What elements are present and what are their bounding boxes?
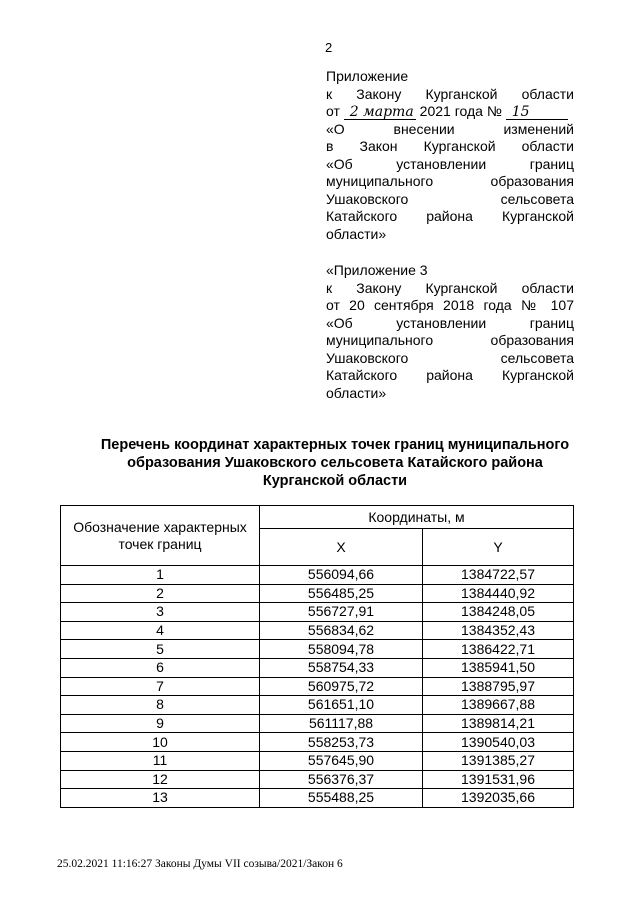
annex-line: Ушаковского сельсовета	[326, 190, 574, 207]
y-coordinate-cell: 1384352,43	[423, 621, 574, 640]
coordinates-table	[60, 505, 574, 808]
annex-line: «Приложение 3	[326, 262, 428, 278]
table-row	[61, 714, 574, 733]
point-number-cell: 8	[61, 696, 260, 715]
annex-line: от 20 сентября 2018 года № 107	[326, 297, 574, 313]
annex-line: «О внесении изменений	[326, 120, 574, 137]
title-line: Перечень координат характерных точек границ муниципального	[100, 437, 570, 453]
footer-stamp: 25.02.2021 11:16:27 Законы Думы VII созыва/2021/Закон 6	[57, 858, 343, 870]
y-coordinate-cell: 1392035,66	[423, 789, 574, 808]
page-number: 2	[325, 40, 333, 55]
x-coordinate-cell: 556376,37	[260, 770, 423, 789]
annex-line: к Закону Курганской области	[326, 85, 574, 102]
point-number-cell: 1	[61, 566, 260, 585]
annex-line: области»	[326, 384, 387, 401]
annex-line: муниципального образования	[326, 173, 574, 189]
y-coordinate-cell: 1391385,27	[423, 751, 574, 770]
point-number-cell: 12	[61, 770, 260, 789]
table-row	[61, 603, 574, 622]
point-number-cell: 5	[61, 640, 260, 659]
point-designation-header: Обозначение характерных точек границ	[61, 506, 260, 566]
x-coordinate-cell: 558094,78	[260, 640, 423, 659]
annex-line: Катайского района Курганской	[326, 367, 574, 383]
y-coordinate-cell: 1390540,03	[423, 733, 574, 752]
annex-block	[326, 68, 574, 243]
table-row	[61, 733, 574, 752]
x-coordinate-cell: 558253,73	[260, 733, 423, 752]
point-number-cell: 10	[61, 733, 260, 752]
y-coordinate-cell: 1389667,88	[423, 696, 574, 715]
handwritten-number: 15	[506, 105, 568, 120]
annex-line: «Об установлении границ	[326, 314, 574, 331]
table-row	[61, 621, 574, 640]
y-coordinate-cell: 1389814,21	[423, 714, 574, 733]
table-row	[61, 566, 574, 585]
point-number-cell: 7	[61, 677, 260, 696]
y-header: Y	[423, 529, 574, 566]
y-coordinate-cell: 1384440,92	[423, 584, 574, 603]
y-coordinate-cell: 1391531,96	[423, 770, 574, 789]
x-header: X	[260, 529, 423, 566]
annex-line: Катайского района Курганской	[326, 208, 574, 224]
annex-line: в Закон Курганской области	[326, 138, 574, 154]
x-coordinate-cell: 556727,91	[260, 603, 423, 622]
annex-line: области»	[326, 225, 387, 242]
handwritten-date: 2 марта	[344, 105, 416, 120]
table-row	[61, 677, 574, 696]
annex-line: муниципального образования	[326, 332, 574, 348]
point-number-cell: 13	[61, 789, 260, 808]
x-coordinate-cell: 560975,72	[260, 677, 423, 696]
table-row	[61, 696, 574, 715]
annex-line: «Об установлении границ	[326, 155, 574, 172]
table-row	[61, 584, 574, 603]
point-number-cell: 9	[61, 714, 260, 733]
point-number-cell: 3	[61, 603, 260, 622]
x-coordinate-cell: 561651,10	[260, 696, 423, 715]
y-coordinate-cell: 1384248,05	[423, 603, 574, 622]
y-coordinate-cell: 1384722,57	[423, 566, 574, 585]
x-coordinate-cell: 556094,66	[260, 566, 423, 585]
table-row	[61, 789, 574, 808]
annex-line: к Закону Курганской области	[326, 279, 574, 296]
x-coordinate-cell: 555488,25	[260, 789, 423, 808]
y-coordinate-cell: 1385941,50	[423, 658, 574, 677]
y-coordinate-cell: 1388795,97	[423, 677, 574, 696]
annex-block-original	[326, 262, 574, 402]
x-coordinate-cell: 558754,33	[260, 658, 423, 677]
point-number-cell: 2	[61, 584, 260, 603]
table-row	[61, 640, 574, 659]
annex-date-line	[326, 103, 574, 121]
x-coordinate-cell: 556485,25	[260, 584, 423, 603]
point-number-cell: 4	[61, 621, 260, 640]
annex-line-suffix: 2021 года №	[419, 103, 502, 119]
x-coordinate-cell: 556834,62	[260, 621, 423, 640]
document-title	[60, 436, 610, 490]
point-number-cell: 6	[61, 658, 260, 677]
annex-line-prefix: от	[326, 103, 340, 119]
x-coordinate-cell: 561117,88	[260, 714, 423, 733]
table-row	[61, 751, 574, 770]
title-line: Курганской области	[262, 473, 408, 489]
table-row	[61, 770, 574, 789]
table-row	[61, 658, 574, 677]
x-coordinate-cell: 557645,90	[260, 751, 423, 770]
title-line: образования Ушаковского сельсовета Катайского района	[127, 455, 543, 471]
annex-line: Приложение	[326, 68, 409, 84]
annex-line: Ушаковского сельсовета	[326, 349, 574, 366]
coordinates-header: Координаты, м	[260, 506, 574, 529]
y-coordinate-cell: 1386422,71	[423, 640, 574, 659]
point-number-cell: 11	[61, 751, 260, 770]
